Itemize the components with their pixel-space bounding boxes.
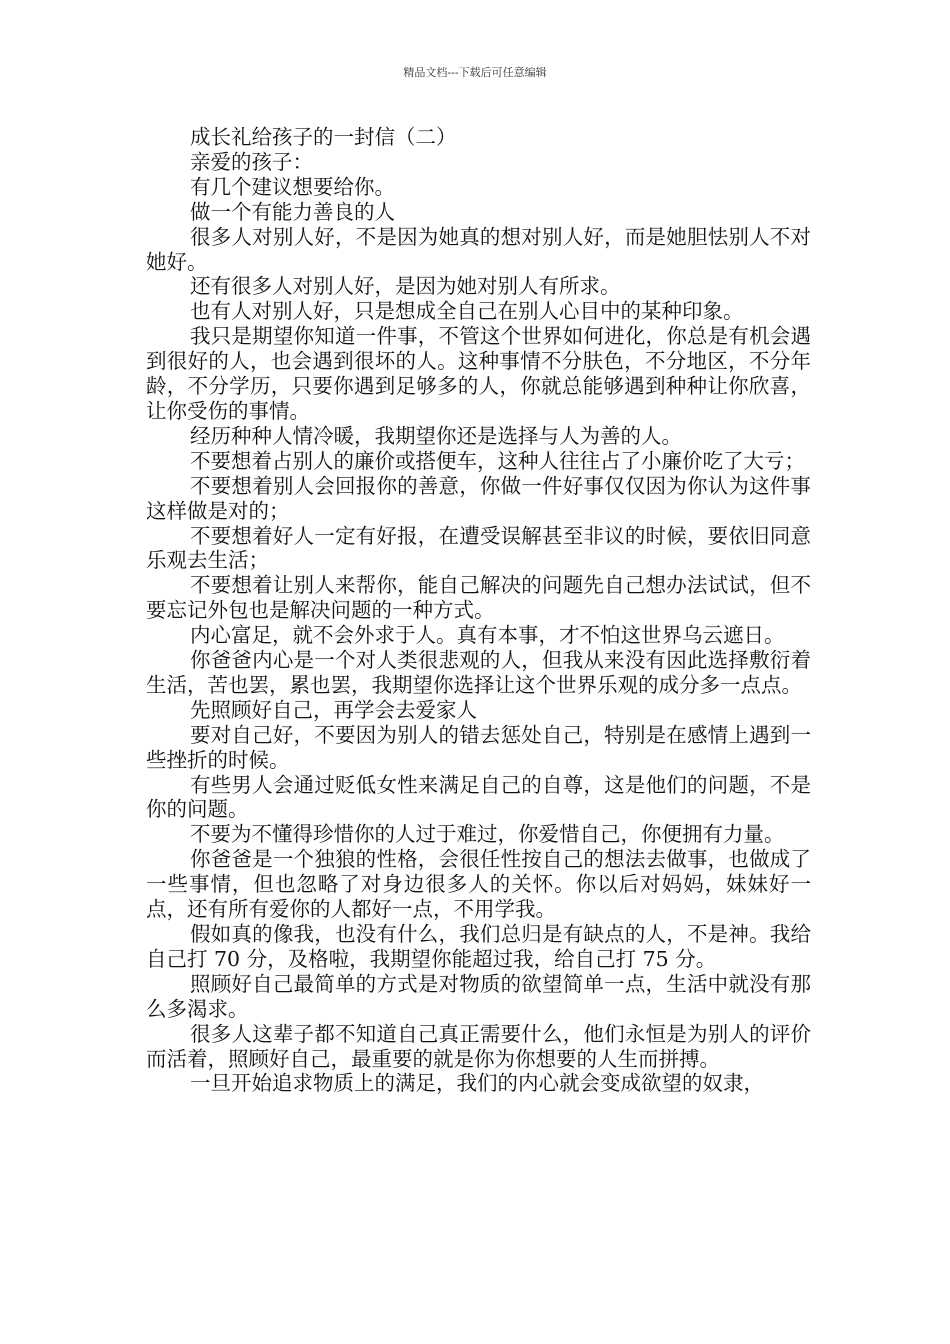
paragraph: 你爸爸内心是一个对人类很悲观的人，但我从来没有因此选择敷衍着生活，苦也罢，累也罢，我期望你选择让这个世界乐观的成分多一点点。 bbox=[146, 648, 811, 697]
page-header: 精品文档---下载后可任意编辑 bbox=[403, 66, 547, 79]
paragraph: 有几个建议想要给你。 bbox=[190, 174, 395, 199]
paragraph: 我只是期望你知道一件事，不管这个世界如何进化，你总是有机会遇到很好的人，也会遇到很坏的人。这种事情不分肤色，不分地区，不分年龄，不分学历，只要你遇到足够多的人，你就总能够遇到种种让你欣喜，让你受伤的事情。 bbox=[146, 324, 811, 423]
paragraph: 内心富足，就不会外求于人。真有本事，才不怕这世界乌云遮日。 bbox=[190, 623, 785, 648]
paragraph: 有些男人会通过贬低女性来满足自己的自尊，这是他们的问题，不是你的问题。 bbox=[146, 772, 811, 822]
paragraph: 不要想着让别人来帮你，能自己解决的问题先自己想办法试试，但不要忘记外包也是解决问题的一种方式。 bbox=[146, 573, 811, 623]
paragraph: 不要想着占别人的廉价或搭便车，这种人往往占了小廉价吃了大亏； bbox=[190, 448, 805, 473]
salutation: 亲爱的孩子： bbox=[190, 149, 313, 174]
doc-title: 成长礼给孩子的一封信（二） bbox=[190, 125, 457, 149]
paragraph: 照顾好自己最简单的方式是对物质的欲望简单一点，生活中就没有那么多渴求。 bbox=[146, 971, 811, 1021]
section-heading: 做一个有能力善良的人 bbox=[190, 199, 395, 224]
paragraph: 不要为不懂得珍惜你的人过于难过，你爱惜自己，你便拥有力量。 bbox=[190, 822, 785, 847]
section-heading: 先照顾好自己，再学会去爱家人 bbox=[190, 697, 477, 722]
paragraph: 经历种种人情冷暖，我期望你还是选择与人为善的人。 bbox=[190, 423, 682, 448]
paragraph: 很多人这辈子都不知道自己真正需要什么，他们永恒是为别人的评价而活着，照顾好自己，最重要的就是你为你想要的人生而拼搏。 bbox=[146, 1021, 811, 1071]
paragraph: 假如真的像我，也没有什么，我们总归是有缺点的人，不是神。我给自己打 70 分，及格啦，我期望你能超过我，给自己打 75 分。 bbox=[146, 922, 811, 971]
paragraph: 很多人对别人好，不是因为她真的想对别人好，而是她胆怯别人不对她好。 bbox=[146, 224, 811, 274]
paragraph: 也有人对别人好，只是想成全自己在别人心目中的某种印象。 bbox=[190, 299, 744, 324]
paragraph: 不要想着别人会回报你的善意，你做一件好事仅仅因为你认为这件事这样做是对的； bbox=[146, 473, 811, 523]
paragraph: 一旦开始追求物质上的满足，我们的内心就会变成欲望的奴隶， bbox=[190, 1071, 764, 1096]
paragraph: 还有很多人对别人好，是因为她对别人有所求。 bbox=[190, 274, 621, 299]
paragraph: 你爸爸是一个独狼的性格，会很任性按自己的想法去做事，也做成了一些事情，但也忽略了对身边很多人的关怀。你以后对妈妈，妹妹好一点，还有所有爱你的人都好一点，不用学我。 bbox=[146, 847, 811, 922]
document-body bbox=[146, 125, 811, 1096]
paragraph: 要对自己好，不要因为别人的错去惩处自己，特别是在感情上遇到一些挫折的时候。 bbox=[146, 722, 811, 772]
paragraph: 不要想着好人一定有好报，在遭受误解甚至非议的时候，要依旧同意乐观去生活； bbox=[146, 523, 811, 573]
